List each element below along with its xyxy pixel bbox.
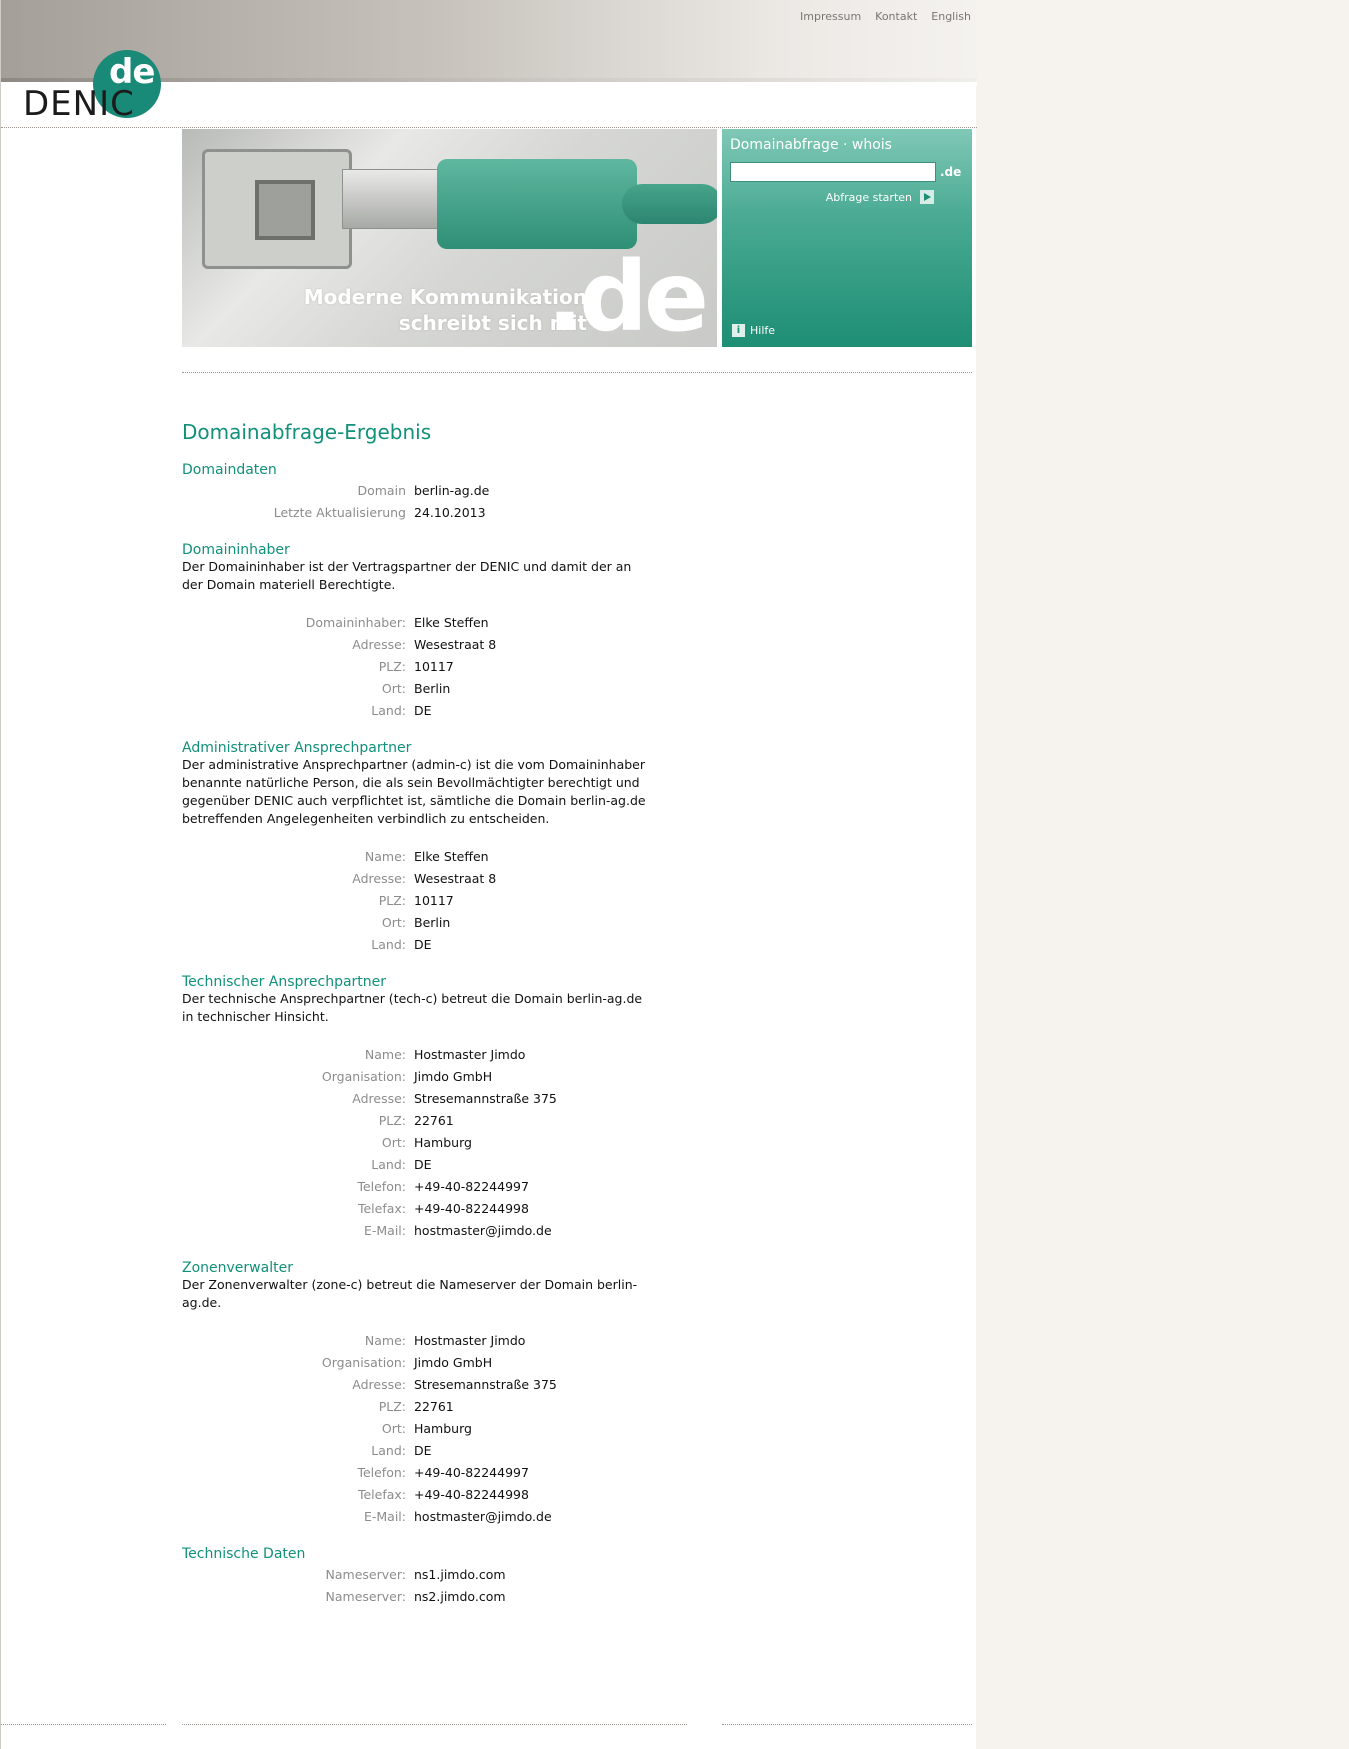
kv-key: Ort: (381, 915, 406, 930)
kv-value: DE (414, 1157, 432, 1172)
footer-divider-right (722, 1724, 972, 1725)
kv-value: Hamburg (414, 1421, 472, 1436)
kv-row (182, 502, 652, 524)
kv-list-inhaber (182, 612, 652, 722)
kv-key: Telefax: (357, 1487, 406, 1502)
kv-value: Jimdo GmbH (414, 1069, 493, 1084)
header-divider (1, 127, 977, 128)
whois-help-label: Hilfe (750, 324, 776, 337)
kv-key: Ort: (381, 681, 406, 696)
section-domaindaten (182, 462, 652, 524)
kv-row (182, 1220, 652, 1242)
kv-list-zone (182, 1330, 652, 1528)
section-desc-admin: Der administrative Ansprechpartner (admin-c) ist die vom Domaininhaber benannte natürliche Person, die als sein Bevollmächtigter berechtigt und gegenüber DENIC auch verpflichtet ist, sämtliche die Domain berlin-ag.de betreffenden Angelegenheiten verbindlich zu entscheiden. (182, 757, 646, 826)
section-inhaber (182, 542, 652, 722)
kv-row (182, 678, 652, 700)
kv-value: DE (414, 937, 432, 952)
kv-value: hostmaster@jimdo.de (414, 1223, 552, 1238)
kv-key: Name: (364, 1047, 406, 1062)
kv-row (182, 1154, 652, 1176)
kv-row (182, 1564, 652, 1586)
kv-value: DE (414, 703, 432, 718)
kv-value: Elke Steffen (414, 849, 489, 864)
kv-row (182, 1066, 652, 1088)
kv-key: PLZ: (378, 659, 406, 674)
kv-key: Organisation: (321, 1355, 406, 1370)
denic-logo[interactable] (23, 48, 163, 128)
section-title-zone: Zonenverwalter (182, 1260, 293, 1276)
kv-key: Nameserver: (325, 1567, 406, 1582)
kv-value: Hostmaster Jimdo (414, 1333, 526, 1348)
kv-value: DE (414, 1443, 432, 1458)
page-title: Domainabfrage-Ergebnis (182, 420, 432, 444)
whois-domain-input[interactable] (730, 162, 936, 182)
kv-row (182, 1176, 652, 1198)
kv-key: E-Mail: (363, 1509, 406, 1524)
whois-help-link[interactable] (732, 324, 775, 337)
kv-row (182, 1418, 652, 1440)
kv-value: 24.10.2013 (414, 505, 486, 520)
kv-row (182, 1440, 652, 1462)
section-desc-zone: Der Zonenverwalter (zone-c) betreut die Nameserver der Domain berlin-ag.de. (182, 1277, 638, 1310)
kv-value: 22761 (414, 1113, 454, 1128)
kv-key: Adresse: (352, 637, 406, 652)
kv-key: PLZ: (378, 893, 406, 908)
kv-key: Telefon: (357, 1179, 406, 1194)
cable-end-illustration (622, 184, 717, 224)
kontakt-link[interactable]: Kontakt (875, 10, 918, 23)
logo-denic-text: DENIC (23, 84, 135, 124)
kv-list-domaindaten (182, 480, 652, 524)
kv-row (182, 1396, 652, 1418)
kv-row (182, 700, 652, 722)
kv-value: 22761 (414, 1399, 454, 1414)
kv-row (182, 634, 652, 656)
kv-row (182, 612, 652, 634)
info-icon: i (732, 324, 745, 337)
section-admin (182, 740, 652, 956)
kv-list-techdata (182, 1564, 652, 1608)
kv-row (182, 1586, 652, 1608)
usb-port-illustration (202, 149, 352, 269)
kv-row (182, 1506, 652, 1528)
whois-submit-label: Abfrage starten (825, 190, 912, 204)
kv-key: Name: (364, 1333, 406, 1348)
kv-value: Elke Steffen (414, 615, 489, 630)
kv-key: Telefon: (357, 1465, 406, 1480)
whois-suffix: .de (940, 165, 962, 179)
section-zone (182, 1260, 652, 1528)
kv-key: Land: (371, 937, 406, 952)
kv-key: E-Mail: (363, 1223, 406, 1238)
kv-value: Hostmaster Jimdo (414, 1047, 526, 1062)
whois-input-row (730, 162, 964, 182)
result-content (182, 420, 652, 1608)
kv-key: Name: (364, 849, 406, 864)
kv-row (182, 1044, 652, 1066)
hero-banner (182, 129, 717, 347)
kv-key: Land: (371, 1157, 406, 1172)
kv-row (182, 1132, 652, 1154)
section-tech (182, 974, 652, 1242)
kv-row (182, 656, 652, 678)
kv-key: Domain (357, 483, 406, 498)
section-title-inhaber: Domaininhaber (182, 542, 290, 558)
kv-value: +49-40-82244997 (414, 1179, 529, 1194)
kv-value: Wesestraat 8 (414, 871, 497, 886)
cable-illustration (437, 159, 637, 249)
kv-row (182, 890, 652, 912)
section-title-techdata: Technische Daten (182, 1546, 306, 1562)
kv-value: Stresemannstraße 375 (414, 1091, 557, 1106)
kv-value: Stresemannstraße 375 (414, 1377, 557, 1392)
kv-row (182, 1198, 652, 1220)
kv-row (182, 846, 652, 868)
kv-value: Hamburg (414, 1135, 472, 1150)
english-link[interactable]: English (931, 10, 971, 23)
kv-value: Jimdo GmbH (414, 1355, 493, 1370)
kv-value: +49-40-82244998 (414, 1201, 529, 1216)
kv-key: Nameserver: (325, 1589, 406, 1604)
kv-key: Land: (371, 703, 406, 718)
kv-key: Organisation: (321, 1069, 406, 1084)
kv-key: Ort: (381, 1135, 406, 1150)
hero-slogan-line2: schreibt sich mit (398, 311, 587, 335)
kv-row (182, 1484, 652, 1506)
kv-value: +49-40-82244998 (414, 1487, 529, 1502)
kv-row (182, 934, 652, 956)
kv-row (182, 1374, 652, 1396)
kv-list-admin (182, 846, 652, 956)
section-desc-tech: Der technische Ansprechpartner (tech-c) betreut die Domain berlin-ag.de in technischer Hinsicht. (182, 991, 643, 1024)
kv-key: Letzte Aktualisierung (273, 505, 406, 520)
section-title-admin: Administrativer Ansprechpartner (182, 740, 412, 756)
kv-row (182, 912, 652, 934)
hero-slogan (304, 284, 587, 336)
whois-submit-button[interactable] (730, 190, 964, 204)
whois-box (722, 129, 972, 347)
section-techdata (182, 1546, 652, 1608)
kv-value: berlin-ag.de (414, 483, 490, 498)
kv-value: hostmaster@jimdo.de (414, 1509, 552, 1524)
kv-value: Wesestraat 8 (414, 637, 497, 652)
footer-divider-center (182, 1724, 687, 1725)
kv-value: 10117 (414, 893, 454, 908)
kv-row (182, 1462, 652, 1484)
section-title-domaindaten: Domaindaten (182, 462, 277, 478)
kv-key: Ort: (381, 1421, 406, 1436)
play-arrow-icon (920, 190, 934, 204)
logo-de-text: de (109, 52, 155, 92)
kv-row (182, 1330, 652, 1352)
section-title-tech: Technischer Ansprechpartner (182, 974, 387, 990)
kv-value: Berlin (414, 681, 451, 696)
kv-key: Adresse: (352, 871, 406, 886)
kv-key: Adresse: (352, 1091, 406, 1106)
plug-illustration (342, 169, 442, 229)
kv-value: +49-40-82244997 (414, 1465, 529, 1480)
hero-de: .de (546, 241, 705, 347)
footer-divider-left (1, 1724, 166, 1725)
whois-title: Domainabfrage · whois (730, 137, 892, 153)
kv-row (182, 1088, 652, 1110)
kv-key: Domaininhaber: (305, 615, 406, 630)
kv-key: Telefax: (357, 1201, 406, 1216)
impressum-link[interactable]: Impressum (800, 10, 862, 23)
kv-row (182, 480, 652, 502)
kv-key: Land: (371, 1443, 406, 1458)
section-desc-inhaber: Der Domaininhaber ist der Vertragspartner der DENIC und damit der an der Domain materiell Berechtigte. (182, 559, 632, 592)
kv-key: Adresse: (352, 1377, 406, 1392)
kv-row (182, 1352, 652, 1374)
kv-list-tech (182, 1044, 652, 1242)
hero-slogan-line1: Moderne Kommunikation (303, 285, 587, 309)
kv-value: 10117 (414, 659, 454, 674)
kv-value: ns1.jimdo.com (414, 1567, 506, 1582)
top-nav (800, 10, 971, 23)
kv-row (182, 1110, 652, 1132)
kv-key: PLZ: (378, 1113, 406, 1128)
kv-row (182, 868, 652, 890)
kv-key: PLZ: (378, 1399, 406, 1414)
kv-value: Berlin (414, 915, 451, 930)
kv-value: ns2.jimdo.com (414, 1589, 506, 1604)
hero-divider (182, 372, 972, 373)
